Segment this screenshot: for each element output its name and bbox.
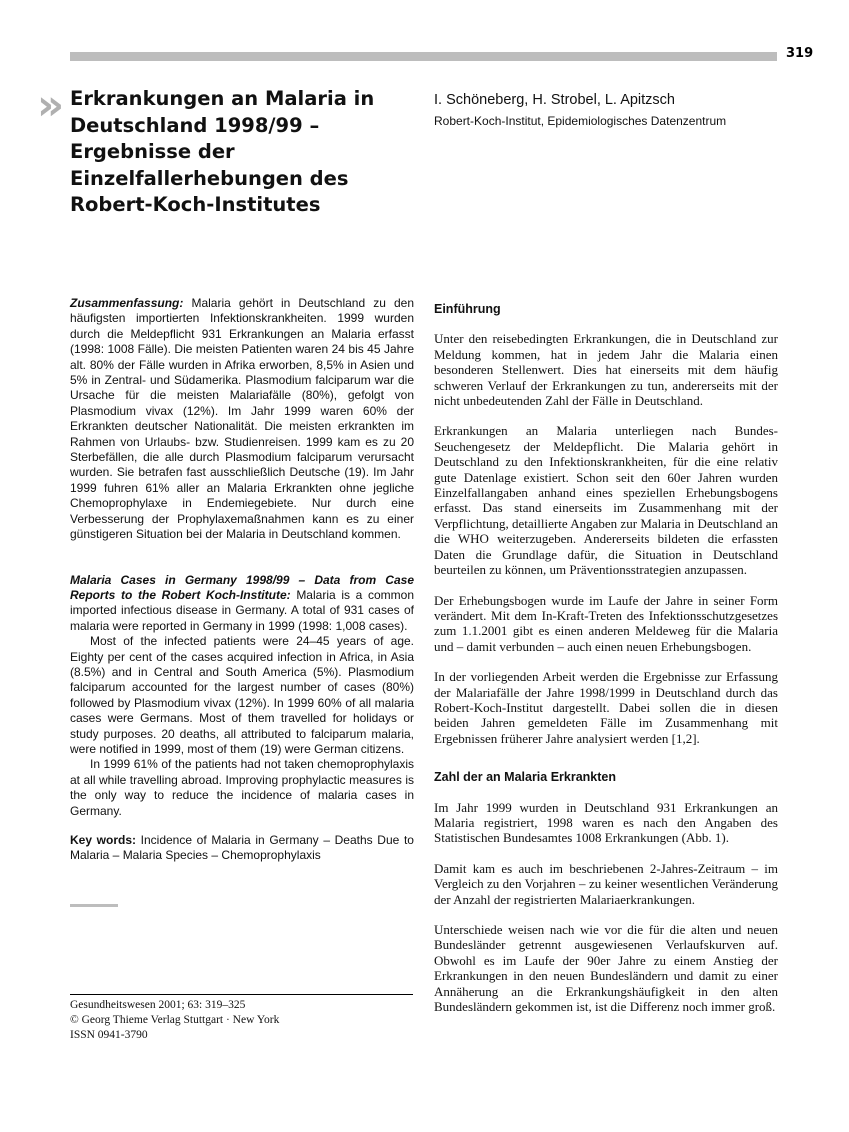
section-heading-introduction: Einführung [434,302,501,316]
abstract-english-p1: Malaria is a common imported infectious disease in Germany. A total of 931 cases of malaria were reported in Germany in 1999 (1998: 1,008 cases). [70,587,414,633]
abstract-english [70,573,414,820]
authors: I. Schöneberg, H. Strobel, L. Apitzsch [434,92,675,108]
page-number: 319 [786,46,814,61]
issn-line: ISSN 0941-3790 [70,1029,148,1041]
abstract-english-p3: In 1999 61% of the patients had not taken chemoprophylaxis at all while travelling abroad. Improving prophylactic measures is the only way to reduce the incidence of malaria cases in Germany. [70,757,414,818]
keywords-label: Key words: [70,833,136,847]
copyright-line: © Georg Thieme Verlag Stuttgart · New York [70,1014,280,1026]
section-heading-case-count: Zahl der an Malaria Erkrankten [434,770,617,785]
abstract-end-rule [70,904,118,907]
journal-footer [70,998,279,1043]
affiliation: Robert-Koch-Institut, Epidemiologisches Datenzentrum [434,114,727,128]
body-paragraph: Erkrankungen an Malaria unterliegen nach Bundes-Seuchengesetz der Meldepflicht. Die Malaria gehört in Deutschland zu den Infektionskrankheiten, für die eine relativ gute Datenlage existiert. Schon seit den 60er Jahren wurden Einzelfallangaben anhand eines speziellen Erhebungsbogens erfasst. Das stand einerseits im Zusammenhang mit der Verpflichtung, detaillierte Angaben zur Malaria in Deutschland an die WHO weiterzugeben. Andererseits bildeten die erfassten Daten die Grundlage dafür, die Situation in Deutschland beurteilen zu können, um Präventionsstrategien anzupassen. [434,423,778,578]
abstract-german-text: Malaria gehört in Deutschland zu den häufigsten importierten Infektionskrankheiten. 1999 wurden durch die Meldepflicht 931 Erkrankungen an Malaria erfasst (1998: 1008 Fälle). Die meisten Patienten waren 24 bis 45 Jahre alt. 80% der Fälle wurden in Afrika erworben, 8,5% in Asien und 5% in Zentral- und Südamerika. Plasmodium falciparum war die Ursache für die meisten Malariafälle (80%), gefolgt von Plasmodium vivax (12%). Im Jahr 1999 waren 60% der Erkrankten deutscher Nationalität. Die meisten erkrankten im Rahmen von Urlaubs- bzw. Studienreisen. 1999 kam es zu 20 Sterbefällen, die alle durch Plasmodium falciparum verursacht wurden. Sie betrafen fast ausschließlich Deutsche (19). Im Jahr 1999 fuhren 61% aller an Malaria Erkrankten ohne jegliche Chemoprophylaxe in Endemiegebiete. Nur durch eine Verbesserung der Prophylaxemaßnahmen kann es zu einer günstigeren Situation bei der Malaria in Deutschland kommen. [70,296,414,542]
body-column [434,302,778,1029]
abstract-column [70,296,414,864]
keywords-text: Incidence of Malaria in Germany – Deaths Due to Malaria – Malaria Species – Chemoprophylaxis [70,833,414,863]
header-rule [70,52,777,61]
abstract-german [70,296,414,543]
body-paragraph: In der vorliegenden Arbeit werden die Ergebnisse zur Erfassung der Malariafälle der Jahre 1998/1999 in Deutschland durch das Robert-Koch-Institut dargestellt. Dabei sollen die in diesen beiden Jahren gemeldeten Fälle im Zusammenhang mit Ergebnissen früherer Jahre analysiert werden [1,2]. [434,669,778,746]
footer-rule [70,994,413,995]
body-paragraph: Im Jahr 1999 wurden in Deutschland 931 Erkrankungen an Malaria registriert, 1998 waren es nach den Angaben des Statistischen Bundesamtes 1008 Erkrankungen (Abb. 1). [434,799,778,846]
abstract-english-label: Malaria Cases in Germany 1998/99 – Data from Case Reports to the Robert Koch-Institute: [70,572,414,602]
abstract-english-p2: Most of the infected patients were 24–45 years of age. Eighty per cent of the cases acquired infection in Africa, in Asia (8.5%) and in Central and South America (5%). Plasmodium falciparum accounted for the largest number of cases (80%) followed by Plasmodium vivax (12%). In 1999 60% of all malaria cases were Germans. Most of them travelled for holidays or study purposes. 20 deaths, all attributed to falciparum malaria, were notified in 1999, most of them (19) were German citizens. [70,634,414,756]
quote-mark-icon: » [37,80,59,129]
abstract-german-label: Zusammenfassung: [70,296,184,310]
keywords [70,833,414,864]
body-paragraph: Unter den reisebedingten Erkrankungen, die in Deutschland zur Meldung kommen, hat in jedem Jahr die Malaria einen besonderen Stellenwert. Dies hat einerseits mit dem häufig schweren Verlauf der Erkrankungen zu tun, andererseits mit der nicht unbedeutenden Zahl der Fälle in Deutschland. [434,331,778,409]
citation-line: Gesundheitswesen 2001; 63: 319–325 [70,999,246,1011]
body-paragraph: Damit kam es auch im beschriebenen 2-Jahres-Zeitraum – im Vergleich zu den Vorjahren – zu keiner wesentlichen Veränderung der Anzahl der registrierten Malariaerkrankungen. [434,860,778,907]
body-paragraph: Unterschiede weisen nach wie vor die für die alten und neuen Bundesländer getrennt ausgewiesenen Verlaufskurven auf. Obwohl es im Laufe der 90er Jahre zu einem Anstieg der Erkrankungen in den neuen Bundesländern und damit zu einer Annäherung an die Erkrankungshäufigkeit in den alten Bundesländern gekommen ist, ist die Differenz noch immer groß. [434,922,778,1015]
article-title: Erkrankungen an Malaria in Deutschland 1998/99 – Ergebnisse der Einzelfallerhebungen des Robert-Koch-Institutes [70,87,375,216]
body-paragraph: Der Erhebungsbogen wurde im Laufe der Jahre in seiner Form verändert. Mit dem In-Kraft-Treten des Infektionsschutzgesetzes zum 1.1.2001 gibt es einen anderen Meldeweg für die Malaria und – damit verbunden – auch einen neuen Erhebungsbogen. [434,592,778,654]
